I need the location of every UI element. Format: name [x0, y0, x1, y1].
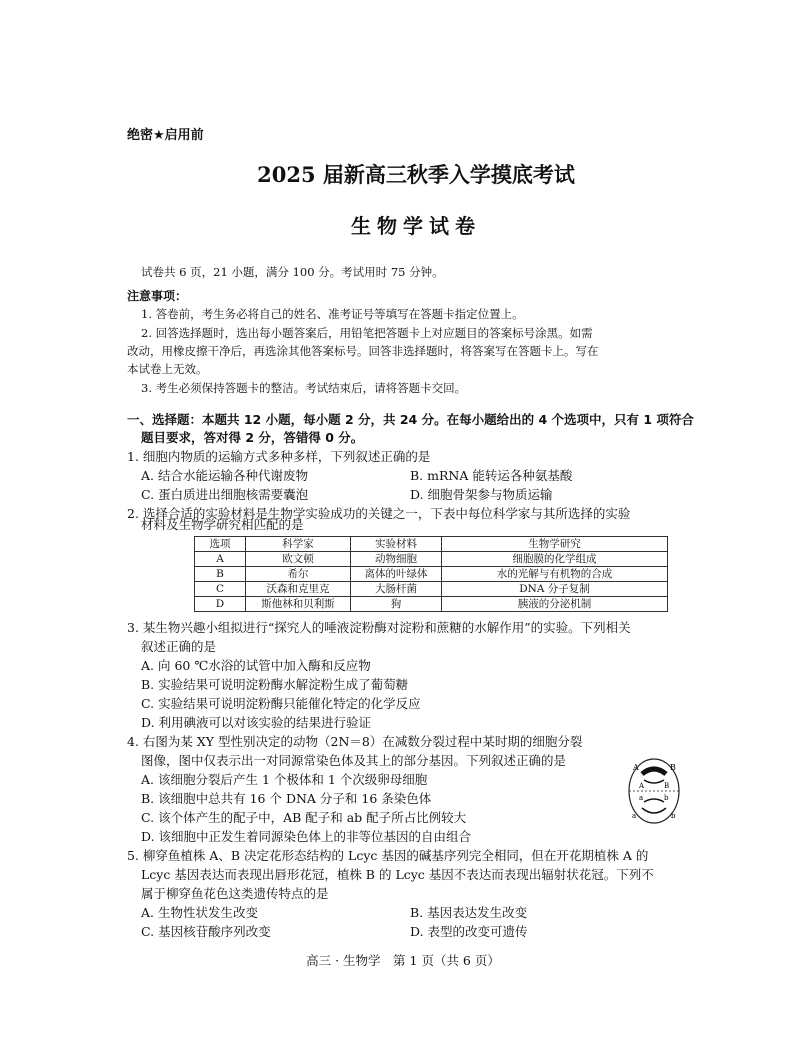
table-header: 选项 — [195, 537, 246, 552]
question-5-stem: 5. 柳穿鱼植株 A、B 决定花形态结构的 Lcyc 基因的碱基序列完全相同，但在开花期植株 A 的 — [127, 848, 649, 863]
table-cell: D — [195, 597, 246, 612]
table-cell: 斯他林和贝利斯 — [246, 597, 351, 612]
gene-label: A — [639, 782, 645, 790]
q4-option-b: B. 该细胞中总共有 16 个 DNA 分子和 16 条染色体 — [141, 791, 432, 806]
experiment-table — [194, 536, 668, 612]
table-cell: 狗 — [351, 597, 442, 612]
gene-label: b — [664, 794, 669, 802]
section-heading: 题目要求，答对得 2 分，答错得 0 分。 — [141, 430, 364, 445]
page-footer: 高三 · 生物学 第 1 页（共 6 页） — [306, 953, 500, 968]
question-4-stem: 图像，图中仅表示出一对同源常染色体及其上的部分基因。下列叙述正确的是 — [141, 753, 567, 768]
exam-info: 试卷共 6 页，21 小题，满分 100 分。考试用时 75 分钟。 — [141, 265, 444, 279]
q5-option-d: D. 表型的改变可遗传 — [410, 924, 528, 939]
chromosome-upper — [642, 769, 666, 774]
exam-title: 2025 届新高三秋季入学摸底考试 — [257, 162, 575, 187]
table-row — [195, 582, 668, 597]
gene-label: a — [632, 812, 637, 820]
q1-option-a: A. 结合水能运输各种代谢废物 — [141, 468, 308, 483]
cell-division-figure — [626, 756, 682, 826]
spindle-fiber — [644, 780, 664, 783]
table-cell: 动物细胞 — [351, 552, 442, 567]
table-cell: 水的光解与有机物的合成 — [442, 567, 668, 582]
table-cell: 胰液的分泌机制 — [442, 597, 668, 612]
q3-option-a: A. 向 60 ℃水浴的试管中加入酶和反应物 — [141, 658, 371, 673]
note-line: 1. 答卷前，考生务必将自己的姓名、准考证号等填写在答题卡指定位置上。 — [141, 307, 524, 321]
question-2-stem: 材料及生物学研究相匹配的是 — [141, 517, 304, 532]
q4-option-a: A. 该细胞分裂后产生 1 个极体和 1 个次级卵母细胞 — [141, 772, 428, 787]
gene-label: b — [671, 812, 676, 820]
spindle-fiber — [644, 799, 664, 802]
table-cell: 沃森和克里克 — [246, 582, 351, 597]
q3-option-d: D. 利用碘液可以对该实验的结果进行验证 — [141, 715, 372, 730]
question-3-stem: 叙述正确的是 — [141, 639, 217, 654]
table-row — [195, 567, 668, 582]
question-4-stem: 4. 右图为某 XY 型性别决定的动物（2N＝8）在减数分裂过程中某时期的细胞分裂 — [127, 734, 583, 749]
table-cell: 细胞膜的化学组成 — [442, 552, 668, 567]
table-header: 生物学研究 — [442, 537, 668, 552]
q5-option-b: B. 基因表达发生改变 — [410, 905, 528, 920]
question-5-stem: Lcyc 基因表达而表现出唇形花冠，植株 B 的 Lcyc 基因不表达而表现出辐射状花冠。下列不 — [141, 867, 654, 882]
q1-option-c: C. 蛋白质进出细胞核需要囊泡 — [141, 487, 309, 502]
question-3-stem: 3. 某生物兴趣小组拟进行“探究人的唾液淀粉酶对淀粉和蔗糖的水解作用”的实验。下列相关 — [127, 620, 631, 635]
q1-option-b: B. mRNA 能转运各种氨基酸 — [410, 468, 573, 483]
table-cell: DNA 分子复制 — [442, 582, 668, 597]
table-cell: 大肠杆菌 — [351, 582, 442, 597]
q3-option-c: C. 实验结果可说明淀粉酶只能催化特定的化学反应 — [141, 696, 421, 711]
note-line: 3. 考生必须保持答题卡的整洁。考试结束后，请将答题卡交回。 — [141, 381, 467, 395]
gene-label: B — [670, 763, 676, 772]
gene-label: A — [633, 763, 639, 772]
q5-option-c: C. 基因核苷酸序列改变 — [141, 924, 271, 939]
note-line: 改动，用橡皮擦干净后，再选涂其他答案标号。回答非选择题时，将答案写在答题卡上。写在 — [127, 344, 599, 358]
table-cell: 离体的叶绿体 — [351, 567, 442, 582]
notes-heading: 注意事项： — [127, 289, 188, 303]
question-5-stem: 属于柳穿鱼花色这类遗传特点的是 — [141, 886, 329, 901]
q4-option-d: D. 该细胞中正发生着同源染色体上的非等位基因的自由组合 — [141, 829, 472, 844]
note-line: 2. 回答选择题时，选出每小题答案后，用铅笔把答题卡上对应题目的答案标号涂黑。如需 — [141, 326, 593, 340]
gene-label: B — [664, 782, 670, 790]
q5-option-a: A. 生物性状发生改变 — [141, 905, 258, 920]
table-cell: A — [195, 552, 246, 567]
note-line: 本试卷上无效。 — [127, 362, 208, 376]
table-header-row — [195, 537, 668, 552]
chromosome-lower — [642, 808, 666, 813]
table-cell: 欧文顿 — [246, 552, 351, 567]
q3-option-b: B. 实验结果可说明淀粉酶水解淀粉生成了葡萄糖 — [141, 677, 409, 692]
table-row — [195, 597, 668, 612]
question-1-stem: 1. 细胞内物质的运输方式多种多样，下列叙述正确的是 — [127, 449, 431, 464]
confidential-mark: 绝密★启用前 — [127, 128, 204, 143]
table-header: 实验材料 — [351, 537, 442, 552]
table-cell: C — [195, 582, 246, 597]
table-header: 科学家 — [246, 537, 351, 552]
table-cell: 希尔 — [246, 567, 351, 582]
table-row — [195, 552, 668, 567]
q1-option-d: D. 细胞骨架参与物质运输 — [410, 487, 553, 502]
paper-subtitle: 生物学试卷 — [351, 214, 481, 238]
question-2-stem: 2. 选择合适的实验材料是生物学实验成功的关键之一，下表中每位科学家与其所选择的实验 — [127, 506, 631, 521]
gene-label: a — [639, 794, 644, 802]
section-heading: 一、选择题：本题共 12 小题，每小题 2 分，共 24 分。在每小题给出的 4 个选项中，只有 1 项符合 — [127, 412, 694, 427]
q4-option-c: C. 该个体产生的配子中，AB 配子和 ab 配子所占比例较大 — [141, 810, 467, 825]
table-cell: B — [195, 567, 246, 582]
